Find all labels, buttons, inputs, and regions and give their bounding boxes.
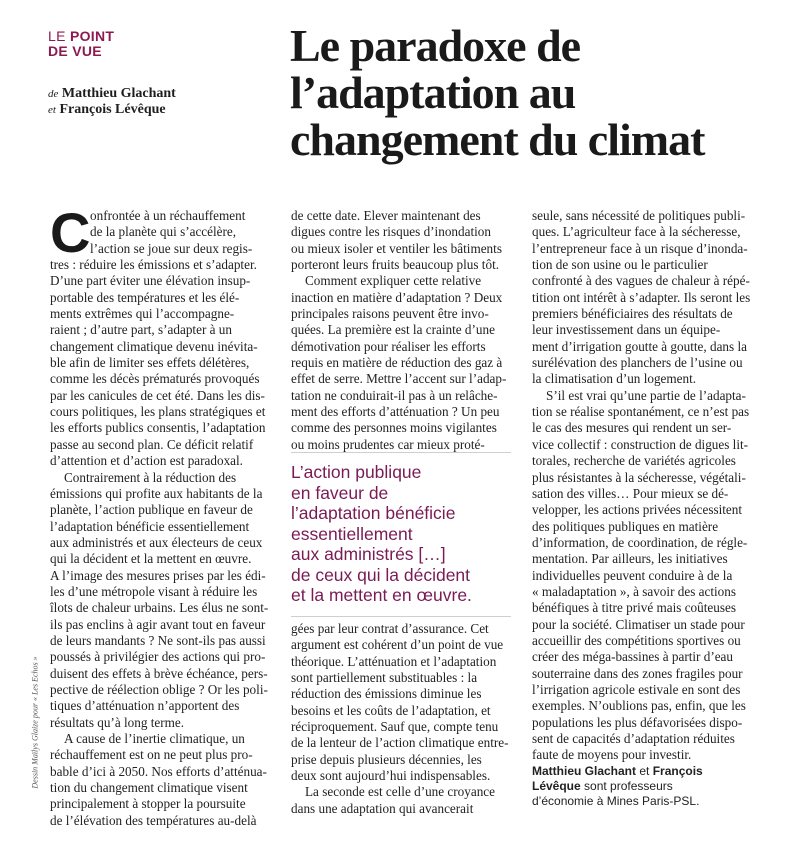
text-line: ques. L’agriculteur face à la sécheresse,: [532, 224, 741, 240]
credit-text: Dessin Maïlys Glaize pour « Les Echos »: [30, 656, 40, 789]
text-line: surélévation des planchers de l’usine ou: [532, 355, 743, 371]
text-line: l’action se joue sur deux regis-: [90, 240, 253, 256]
text-line: changement climatique devenu inévita-: [50, 338, 258, 354]
text-line: l’irrigation agricole estivale en sont des: [532, 681, 741, 697]
article-headline: [290, 22, 790, 163]
text-line: duisent des effets à brève échéance, pers-: [50, 665, 268, 681]
text-line: argument est cohérent d’un point de vue: [291, 637, 504, 653]
text-line: créer des méga-bassines à partir d’eau: [532, 649, 734, 665]
text-line: individuelles peuvent conduire à de la: [532, 567, 733, 583]
text-line: Contrairement à la réduction des: [64, 469, 237, 485]
text-line: émissions qui profite aux habitants de la: [50, 485, 263, 501]
text-line: prise depuis plusieurs décennies, les: [291, 751, 482, 767]
text-line: passe au second plan. Ce déficit relatif: [50, 436, 254, 452]
text-line: premiers bénéficiaires des résultats de: [532, 306, 733, 322]
text-line: A l’image des mesures prises par les édi-: [50, 567, 266, 583]
text-line: seule, sans nécessité de politiques publi-: [532, 208, 746, 223]
headline-line: l’adaptation au: [290, 67, 576, 118]
text-line: de la lenteur de l’action climatique entre-: [291, 735, 509, 751]
text-line: ble afin de limiter ses effets délétères,: [50, 355, 250, 371]
illustration-credit: [28, 635, 42, 815]
author-bio: [532, 764, 762, 809]
text-line: A cause de l’inertie climatique, un: [64, 731, 245, 746]
article-column-3: [532, 208, 752, 764]
text-line: îlots de chaleur urbains. Les élus ne sont-: [50, 600, 269, 616]
text-line: porteront leurs fruits beaucoup plus tôt.: [291, 257, 500, 273]
text-line: comme les décès prématurés provoqués: [50, 371, 260, 387]
text-line: tion se réalise spontanément, ce n’est pas: [532, 404, 750, 420]
text-line: des politiques publiques en matière: [532, 518, 719, 534]
bio-rest-2: d’économie à Mines Paris-PSL.: [532, 794, 700, 808]
text-line: aux administrés et aux électeurs de ceux: [50, 534, 263, 550]
text-line: réchauffement est on ne peut plus pro-: [50, 747, 253, 763]
text-line: d’information, de coordination, de régle-: [532, 534, 748, 550]
text-line: ments extrêmes qui l’accompagne-: [50, 306, 235, 322]
text-line: portable des températures et les élé-: [50, 289, 240, 305]
text-line: principalement à stopper la poursuite: [50, 796, 246, 812]
text-line: réciproquement. Sauf que, compte tenu: [291, 719, 499, 735]
text-line: deux sont aujourd’hui indispensables.: [291, 768, 491, 784]
text-line: tation ne conduirait-il pas à un relâche-: [291, 387, 498, 403]
section-rubric: [48, 29, 114, 59]
headline-line: changement du climat: [290, 114, 705, 165]
text-line: ils pas enclins à agir avant tout en faveur: [50, 616, 266, 632]
bio-author-2a: François: [652, 764, 703, 778]
text-line: gées par leur contrat d’assurance. Cet: [291, 621, 489, 636]
text-line: l’adaptation bénéficie essentiellement: [50, 518, 250, 534]
text-line: planète, l’action publique en faveur de: [50, 502, 253, 518]
text-line: dans une adaptation qui avancerait: [291, 800, 474, 816]
byline-author-2: François Lévêque: [59, 102, 166, 117]
text-line: vice collectif : construction de digues lit-: [532, 436, 749, 452]
text-line: bable d’ici à 2050. Nos efforts d’atténua-: [50, 763, 267, 779]
text-line: démotivation pour réaliser les efforts: [291, 338, 486, 354]
text-line: onfrontée à un réchauffement: [90, 208, 246, 223]
text-line: cours politiques, les plans stratégiques et: [50, 404, 266, 420]
text-line: tion de son usine ou le particulier: [532, 257, 708, 273]
text-line: confronté à des vagues de chaleur à répé-: [532, 273, 750, 289]
text-line: « maladaptation », à savoir des actions: [532, 583, 736, 599]
text-line: requis en matière de réduction des gaz à: [291, 355, 503, 371]
text-line: velopper, les actions privées nécessitent: [532, 502, 743, 518]
pull-quote: [291, 452, 511, 617]
text-line: par les canicules de cet été. Dans les dis-: [50, 387, 265, 403]
text-line: tiques d’atténuation n’apportent des: [50, 698, 240, 714]
bio-rest-1: sont professeurs: [584, 779, 673, 793]
text-line: ment d’irrigation goutte à goutte, dans la: [532, 338, 747, 354]
text-line: ou moins prudentes car mieux proté-: [291, 436, 485, 452]
article-column-2-continued: [291, 621, 511, 817]
text-line: ment des efforts d’atténuation ? Un peu: [291, 404, 500, 420]
text-line: de cette date. Elever maintenant des: [291, 208, 481, 223]
pull-quote-line: L’action publique: [291, 462, 422, 482]
byline-prep-2: et: [48, 104, 56, 116]
text-line: besoins et les coûts de l’adaptation, et: [291, 702, 491, 718]
text-line: souterraine dans des zones fragiles pour: [532, 665, 743, 681]
pull-quote-line: essentiellement: [291, 523, 413, 544]
text-line: les d’une métropole visant à réduire les: [50, 583, 258, 599]
text-line: faute de moyens pour investir.: [532, 747, 692, 763]
text-line: digues contre les risques d’inondation: [291, 224, 491, 240]
text-line: l’entrepreneur face à un risque d’inonda-: [532, 240, 748, 256]
text-line: sont partiellement substituables : la: [291, 670, 478, 686]
text-line: mentation. Par ailleurs, les initiatives: [532, 551, 728, 567]
text-line: raient ; d’autre part, s’adapter à un: [50, 322, 232, 338]
text-line: résultats qu’à long terme.: [50, 714, 185, 730]
text-line: populations les plus défavorisées dispo-: [532, 714, 743, 730]
article-column-1: [50, 208, 270, 829]
text-line: tition ont intérêt à s’adapter. Ils seront les: [532, 289, 751, 305]
text-line: pour la société. Climatiser un stade pour: [532, 616, 745, 632]
byline: [48, 86, 176, 118]
headline-line: Le paradoxe de: [290, 20, 581, 71]
text-line: tres : réduire les émissions et s’adapter.: [50, 257, 257, 273]
pull-quote-line: aux administrés […]: [291, 544, 446, 564]
bio-connector: et: [639, 764, 650, 778]
text-line: tion du changement climatique visent: [50, 780, 248, 796]
text-line: poussés à privilégier des actions qui pro-: [50, 649, 266, 665]
text-line: de l’élévation des températures au-delà: [50, 812, 257, 828]
text-line: comme des personnes moins vigilantes: [291, 420, 497, 436]
text-line: quées. La première est la crainte d’une: [291, 322, 495, 338]
pull-quote-line: et la mettent en œuvre.: [291, 585, 472, 605]
pull-quote-line: en faveur de: [291, 482, 389, 503]
bio-author-1: Matthieu Glachant: [532, 764, 637, 778]
text-line: leur investissement dans un équipe-: [532, 322, 721, 338]
pull-quote-line: de ceux qui la décident: [291, 564, 471, 585]
rubric-line-2: DE VUE: [48, 43, 102, 59]
text-line: d’attention et d’action est paradoxal.: [50, 453, 243, 469]
bio-author-2b: Lévêque: [532, 779, 581, 793]
drop-cap: C: [50, 201, 91, 264]
text-line: qui la décident et la mettent en œuvre.: [50, 551, 252, 567]
rubric-word-le: LE: [48, 28, 66, 44]
pull-quote-line: l’adaptation bénéficie: [291, 503, 456, 523]
text-line: bénéfiques à titre privé mais coûteuses: [532, 600, 736, 616]
text-line: La seconde est celle d’une croyance: [305, 784, 496, 800]
text-line: pective de réélection oblige ? Or les poli-: [50, 681, 268, 697]
byline-author-1: Matthieu Glachant: [61, 86, 176, 101]
text-line: les efforts publics consentis, l’adaptation: [50, 420, 266, 436]
article-column-2: [291, 208, 511, 453]
text-line: torales, recherche de variétés agricoles: [532, 453, 736, 469]
text-line: ou mieux isoler et ventiler les bâtiments: [291, 240, 502, 256]
rubric-word-point: POINT: [69, 28, 115, 44]
text-line: D’une part éviter une élévation insup-: [50, 273, 251, 289]
text-line: de leurs mandants ? Ne sont-ils pas aussi: [50, 632, 266, 648]
byline-prep-1: de: [48, 88, 59, 100]
text-line: le cas des mesures qui rendent un ser-: [532, 420, 732, 436]
text-line: sent de capacités d’adaptation réduites: [532, 731, 735, 746]
text-line: accueillir des compétitions sportives ou: [532, 632, 741, 648]
text-line: Comment expliquer cette relative: [305, 273, 482, 289]
text-line: réduction des émissions diminue les: [291, 686, 482, 702]
text-line: de la planète qui s’accélère,: [90, 224, 237, 240]
text-line: effet de serre. Mettre l’accent sur l’adap-: [291, 371, 507, 387]
text-line: la climatisation d’un logement.: [532, 371, 697, 387]
text-line: inaction en matière d’adaptation ? Deux: [291, 289, 503, 305]
text-line: principales raisons peuvent être invo-: [291, 306, 489, 322]
text-line: S’il est vrai qu’une partie de l’adapta-: [546, 387, 746, 403]
text-line: sation des villes… Pour mieux se dé-: [532, 485, 729, 501]
text-line: théorique. L’atténuation et l’adaptation: [291, 653, 497, 669]
text-line: exemples. N’oublions pas, enfin, que les: [532, 698, 746, 714]
text-line: plus résistantes à la sécheresse, végétali-: [532, 469, 746, 485]
